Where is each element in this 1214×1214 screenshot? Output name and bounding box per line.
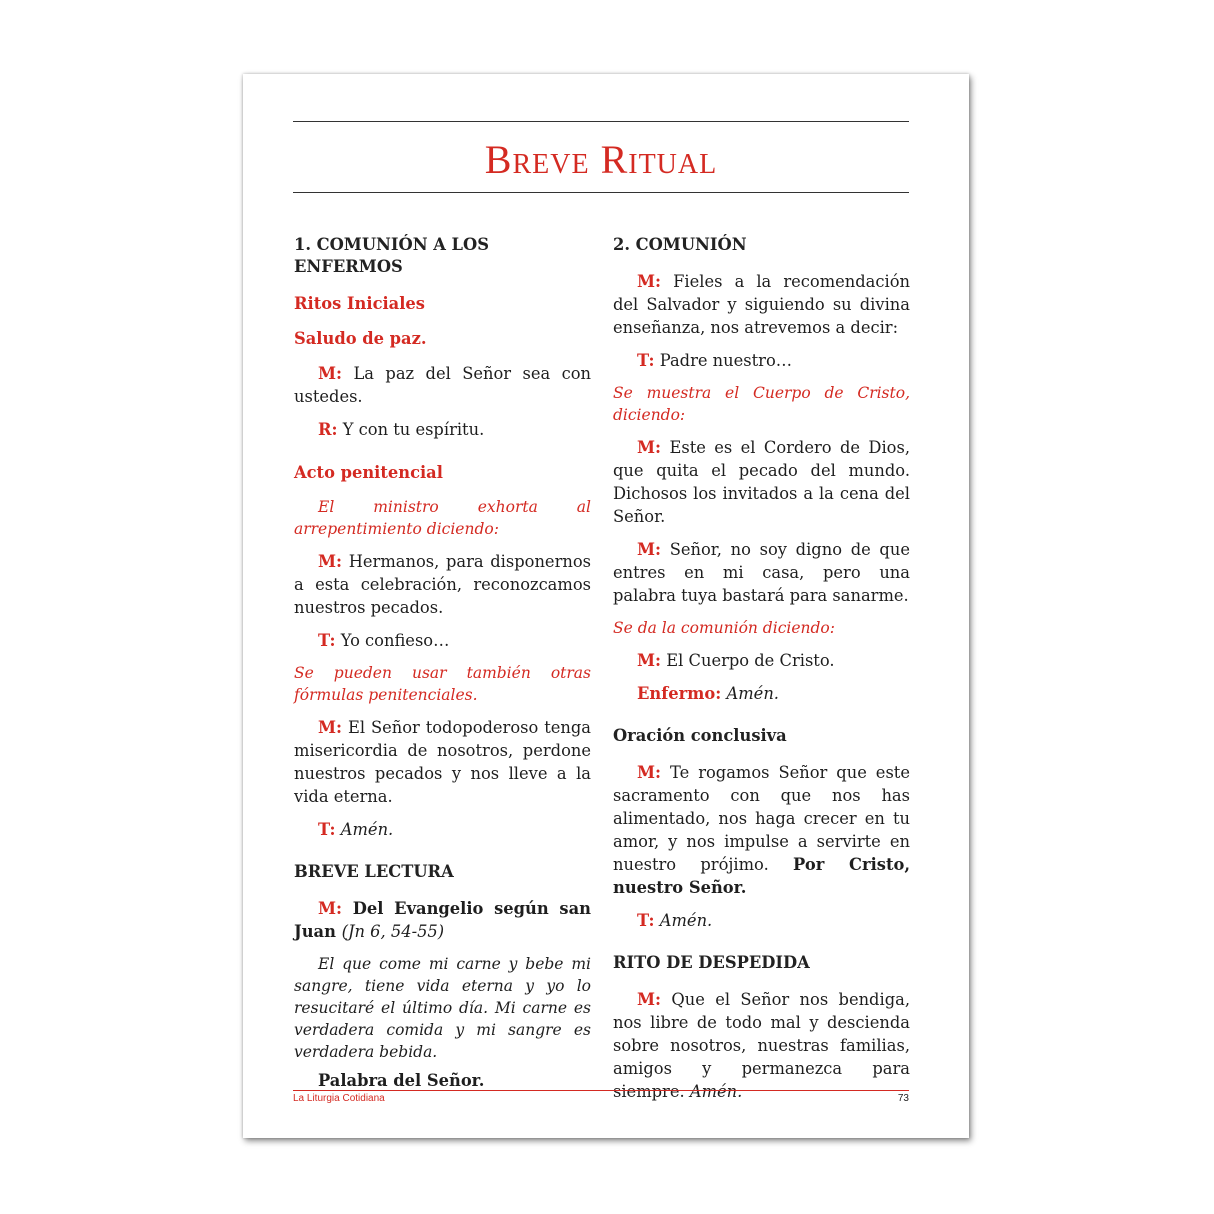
dialogue-line [294,362,591,408]
section-heading-comunion: 2. COMUNIÓN [613,235,747,254]
dialogue-line [294,716,591,808]
footer-page-number: 73 [897,1093,909,1104]
title-top-rule [293,121,909,122]
dialogue-line [613,436,910,528]
dialogue-line [294,418,591,441]
line-text: Amén. [340,820,394,839]
line-text: Te rogamos Señor que este sacramento con que nos has alimentado, nos haga crecer en tu amor, y nos impulse a servirte en nuestro prójimo. [613,763,910,874]
footer-publication: La Liturgia Cotidiana [293,1093,385,1104]
scripture-reading: El que come mi carne y bebe mi sangre, tiene vida eterna y yo lo resucitaré el último día. Mi carne es verdadera comida y mi sangre es verdadera bebida. [294,955,591,1061]
rubric: Se muestra el Cuerpo de Cristo, diciendo: [613,384,910,424]
line-text: El Señor todopoderoso tenga misericordia de nosotros, perdone nuestros pecados y nos lleve a la vida eterna. [294,718,591,806]
speaker-label: T: [318,820,336,839]
title-bottom-rule [293,192,909,193]
line-text: Y con tu espíritu. [342,420,485,439]
dialogue-line [613,682,910,705]
speaker-label: M: [637,438,662,457]
line-text: Yo confieso… [340,631,450,650]
line-text: La paz del Señor sea con ustedes. [294,364,591,406]
speaker-label: M: [318,364,343,383]
line-text: Padre nuestro… [659,351,793,370]
rubric: El ministro exhorta al arrepentimiento diciendo: [294,498,591,538]
speaker-label: M: [318,552,343,571]
left-column [294,234,591,1102]
rubric: Se pueden usar también otras fórmulas penitenciales. [294,664,591,704]
section-heading-comunion-enfermos: 1. COMUNIÓN A LOS ENFERMOS [294,235,489,276]
line-text: Que el Señor nos bendiga, nos libre de todo mal y descienda sobre nosotros, nuestras familias, amigos y permanezca para siempre. [613,990,910,1101]
speaker-label: T: [637,351,655,370]
right-column [613,234,910,1113]
dialogue-line [613,649,910,672]
document-page [243,74,969,1138]
closing-acclamation: Palabra del Señor. [318,1071,485,1090]
section-heading-oracion-conclusiva: Oración conclusiva [613,726,787,745]
dialogue-line [613,538,910,607]
dialogue-line [294,629,591,652]
speaker-label: T: [637,911,655,930]
speaker-label: M: [318,899,343,918]
dialogue-line [613,761,910,899]
page-title: Breve Ritual [484,137,718,182]
speaker-label: M: [637,272,662,291]
subheading-acto-penitencial: Acto penitencial [294,463,443,482]
line-text: Señor, no soy digno de que entres en mi casa, pero una palabra tuya bastará para sanarme. [613,540,910,605]
line-text: Del Evangelio según san Juan [294,899,591,941]
line-text: Amén. [726,684,779,703]
line-text: Fieles a la recomendación del Salvador y siguiendo su divina enseñanza, nos atrevemos a decir: [613,272,910,337]
line-text: Amén. [659,911,713,930]
line-text: El Cuerpo de Cristo. [666,651,835,670]
section-heading-rito-despedida: RITO DE DESPEDIDA [613,953,810,972]
speaker-label: M: [637,763,662,782]
speaker-label: M: [637,651,662,670]
amen-text: Amén. [689,1082,743,1101]
line-text: Hermanos, para disponernos a esta celebración, reconozcamos nuestros pecados. [294,552,591,617]
dialogue-line [613,349,910,372]
speaker-label: Enfermo: [637,684,722,703]
subheading-saludo: Saludo de paz. [294,329,427,348]
footer-rule [293,1090,909,1091]
dialogue-line [613,270,910,339]
section-heading-breve-lectura: BREVE LECTURA [294,862,454,881]
dialogue-line [294,550,591,619]
dialogue-line [294,897,591,943]
speaker-label: M: [637,540,662,559]
speaker-label: T: [318,631,336,650]
speaker-label: M: [637,990,662,1009]
speaker-label: M: [318,718,343,737]
line-text: Este es el Cordero de Dios, que quita el pecado del mundo. Dichosos los invitados a la cena del Señor. [613,438,910,526]
speaker-label: R: [318,420,338,439]
dialogue-line [613,909,910,932]
rubric: Se da la comunión diciendo: [613,619,835,637]
scripture-reference: (Jn 6, 54-55) [341,922,445,941]
subheading-ritos-iniciales: Ritos Iniciales [294,294,425,313]
dialogue-line [613,988,910,1103]
dialogue-line [294,818,591,841]
doxology: Por Cristo, nuestro Señor. [613,855,910,897]
